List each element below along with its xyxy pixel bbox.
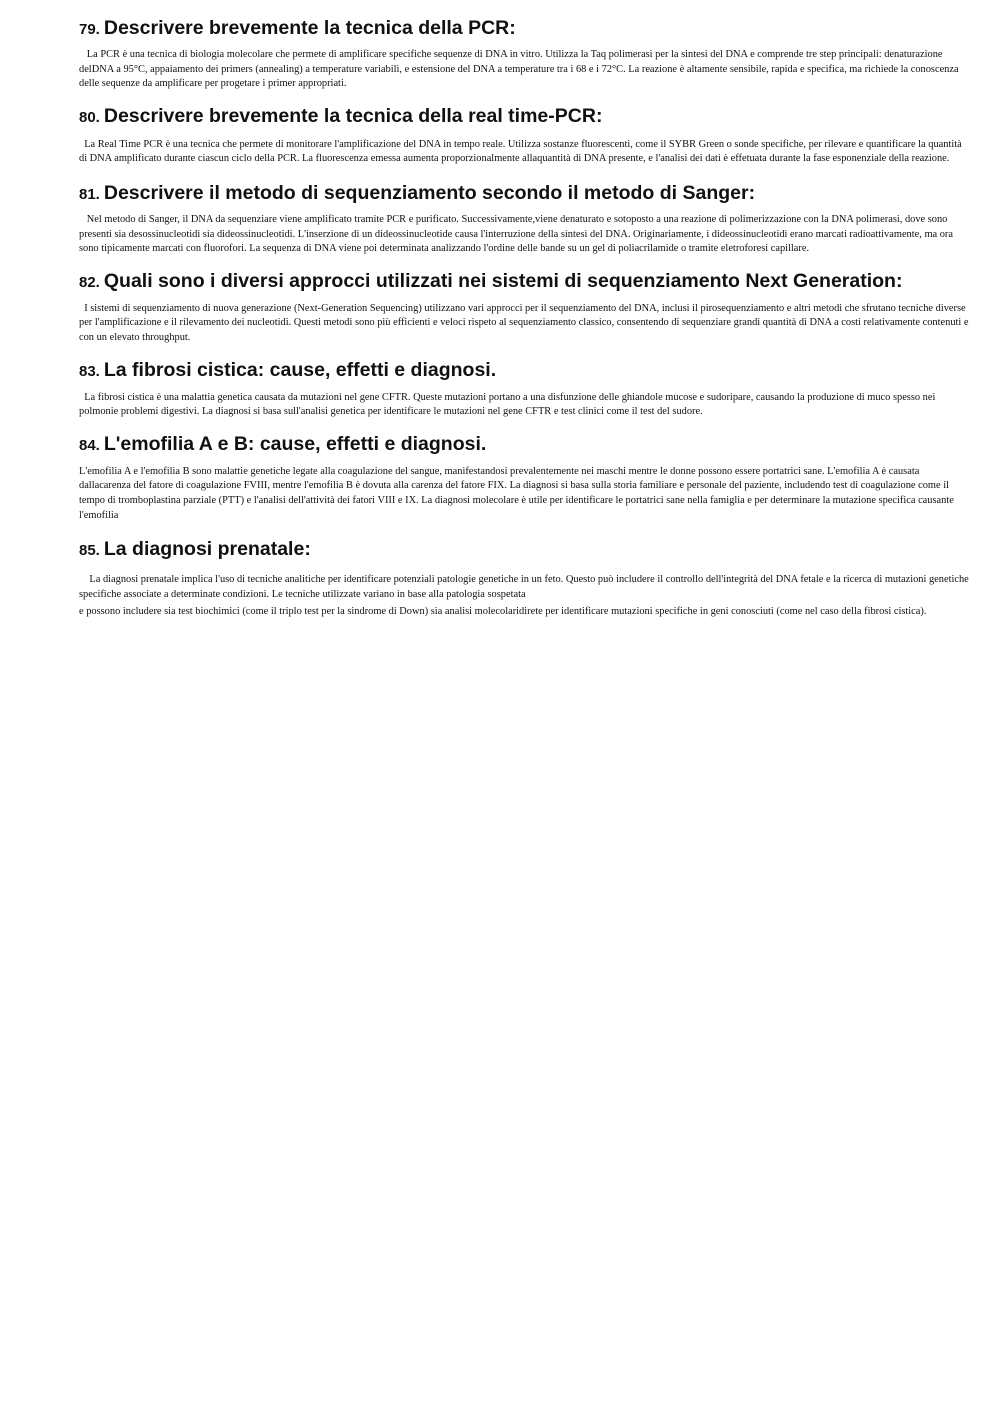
question-heading [79,14,969,42]
question-heading [79,179,969,207]
answer-text [79,391,969,420]
question-heading [79,430,969,458]
answer-paragraph: e possono includere sia test biochimici (come il triplo test per la sindrome di Down) sia analisi molecolaridirete per identificare mutazioni specifiche in geni conosciuti (come nel caso della fibrosi cistica). [79,606,927,618]
question-heading [79,267,969,295]
question-85 [79,535,969,620]
answer-text [79,138,969,167]
question-82 [79,267,969,346]
question-heading [79,356,969,384]
document-page [79,14,969,620]
question-title: Descrivere brevemente la tecnica della real time-PCR: [103,104,603,127]
question-83 [79,356,969,420]
question-number: 81. [79,185,100,203]
answer-paragraph: I sistemi di sequenziamento di nuova generazione (Next-Generation Sequencing) utilizzano vari approcci per il sequenziamento del DNA, inclusi il pirosequenziamento e altri metodi che sfrutano tecniche diverse per l'amplificazione e il rilevamento dei nucleotidi. Questi metodi sono più efficienti e veloci rispeto al sequenziamento classico, consentendo di sequenziare grandi quantità di DNA a costi relativamente contenuti e con un elevato throughput. [79,302,969,343]
answer-text [79,48,969,92]
question-heading [79,535,969,563]
question-title: La diagnosi prenatale: [103,538,311,561]
answer-text [79,465,969,523]
answer-text [79,302,969,346]
answer-paragraph: La Real Time PCR è una tecnica che permete di monitorare l'amplificazione del DNA in tempo reale. Utilizza sostanze fluorescenti, come il SYBR Green o sonde specifiche, per rilevare e quantificare la quantità di DNA amplificato durante ciascun ciclo della PCR. La fluorescenza emessa aumenta proporzionalmente allaquantità di DNA presente, e l'analisi dei dati è effetuata durante la fase esponenziale della reazione. [79,138,962,165]
question-title: Descrivere brevemente la tecnica della PCR: [103,17,516,39]
question-title: Descrivere il metodo di sequenziamento secondo il metodo di Sanger: [103,181,756,204]
question-title: Quali sono i diversi approcci utilizzati nei sistemi di sequenziamento Next Generation: [103,269,903,292]
answer-paragraph: La fibrosi cistica è una malattia genetica causata da mutazioni nel gene CFTR. Queste mutazioni portano a una disfunzione delle ghiandole mucose e sudoripare, causando la produzione di muco spesso nei polmonie problemi digestivi. La diagnosi si basa sull'analisi genetica per identificare le mutazioni nel gene CFTR e test clinici come il test del sudore. [79,391,936,418]
question-number: 85. [79,542,100,560]
question-number: 80. [79,108,100,126]
answer-text [79,213,969,257]
question-79 [79,14,969,92]
question-title: La fibrosi cistica: cause, effetti e diagnosi. [103,358,497,381]
answer-paragraph: L'emofilia A e l'emofilia B sono malattie genetiche legate alla coagulazione del sangue, manifestandosi prevalentemente nei maschi mentre le donne possono essere portatrici sane. L'emofilia A è causata dallacarenza del fatore di coagulazione FVIII, mentre l'emofilia B è dovuta alla carenza del fatore FIX. La diagnosi si basa sulla storia familiare e personale del paziente, includendo test di coagulazione come il tempo di tromboplastina parziale (PTT) e l'analisi dell'attività dei fatori VIII e IX. La diagnosi molecolare è utile per identificare le portatrici sane nella famiglia e per determinare la mutazione specifica causante l'emofilia [79,465,954,521]
answer-paragraph: Nel metodo di Sanger, il DNA da sequenziare viene amplificato tramite PCR e purificato. Successivamente,viene denaturato e sotoposto a una reazione di polimerizzazione con la DNA polimerasi, dove sono presenti sia desossinucleotidi sia dideossinucleotidi. L'inserzione di un dideossinucleotide causa l'interruzione della sintesi del DNA. Originariamente, i dideossinucleotidi erano marcati radioattivamente, ma ora sono tipicamente marcati con fluorofori. La sequenza di DNA viene poi determinata analizzando l'ordine delle bande su un gel di poliacrilamide o tramite eletroforesi capillare. [79,213,954,255]
question-84 [79,430,969,523]
question-number: 82. [79,273,100,291]
answer-text [79,573,969,620]
question-number: 84. [79,436,100,454]
question-number: 83. [79,362,100,380]
question-heading [79,102,969,130]
question-title: L'emofilia A e B: cause, effetti e diagnosi. [103,432,487,455]
answer-paragraph: La diagnosi prenatale implica l'uso di tecniche analitiche per identificare potenziali patologie genetiche in un feto. Questo può includere il controllo dell'integrità del DNA fetale e la ricerca di mutazioni genetiche specifiche associate a determinate condizioni. Le tecniche utilizzate variano in base alla patologia sospetata [79,574,969,600]
answer-paragraph: La PCR è una tecnica di biologia molecolare che permete di amplificare specifiche sequenze di DNA in vitro. Utilizza la Taq polimerasi per la sintesi del DNA e comprende tre step principali: denaturazione delDNA a 95°C, appaiamento dei primers (annealing) a temperature variabili, e estensione del DNA a temperature tra i 68 e i 72°C. La reazione è altamente sensibile, rapida e specifica, ma richiede la conoscenza delle sequenze da amplificare per progetare i primer appropriati. [79,49,959,90]
question-number: 79. [79,21,100,38]
question-81 [79,179,969,257]
question-80 [79,102,969,167]
